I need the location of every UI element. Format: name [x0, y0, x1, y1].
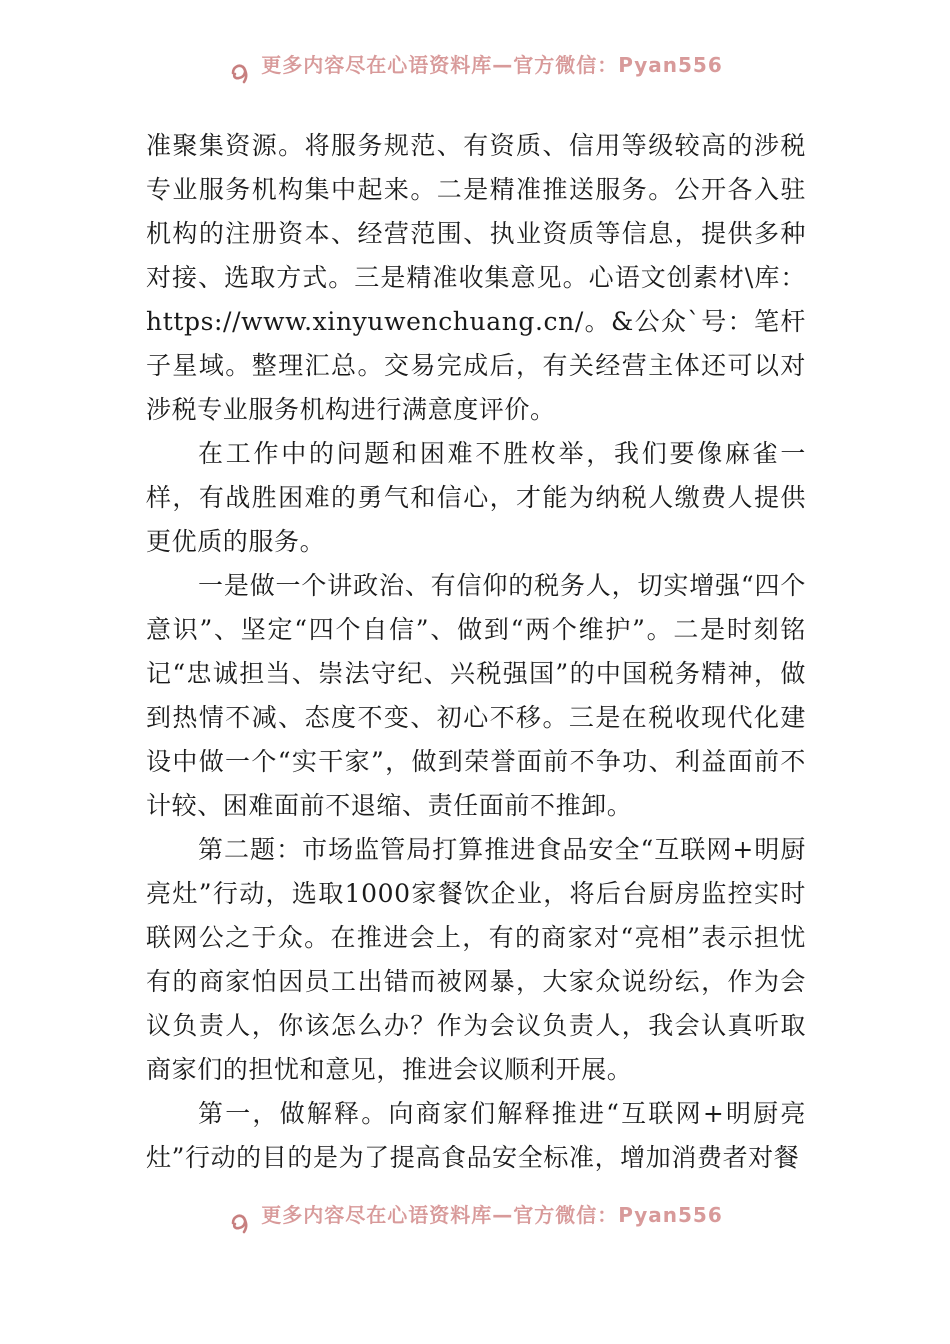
- watermark-text: 更多内容尽在心语资料库—官方微信：Pyan556: [261, 1202, 723, 1227]
- paragraph: 准聚集资源。将服务规范、有资质、信用等级较高的涉税专业服务机构集中起来。二是精准推送服务。公开各入驻机构的注册资本、经营范围、执业资质等信息，提供多种对接、选取方式。三是精准收集意见。心语文创素材\库：https://www.xinyuwenchuang.cn/。&公众`号：笔杆子星域。整理汇总。交易完成后，有关经营主体还可以对涉税专业服务机构进行满意度评价。: [146, 131, 806, 424]
- watermark-text: 更多内容尽在心语资料库—官方微信：Pyan556: [261, 52, 723, 77]
- paragraph: 一是做一个讲政治、有信仰的税务人，切实增强“四个意识”、坚定“四个自信”、做到“两个维护”。二是时刻铭记“忠诚担当、崇法守纪、兴税强国”的中国税务精神，做到热情不减、态度不变、初心不移。三是在税收现代化建设中做一个“实干家”，做到荣誉面前不争功、利益面前不计较、困难面前不退缩、责任面前不推卸。: [146, 571, 806, 820]
- paragraph: 第一，做解释。向商家们解释推进“互联网+明厨亮灶”行动的目的是为了提高食品安全标准，增加消费者对餐: [146, 1099, 806, 1172]
- paragraph: 在工作中的问题和困难不胜枚举，我们要像麻雀一样，有战胜困难的勇气和信心，才能为纳税人缴费人提供更优质的服务。: [146, 439, 806, 556]
- logo-icon: [227, 59, 253, 85]
- document-body: [146, 124, 806, 1180]
- header-watermark: [0, 52, 950, 92]
- footer-watermark: [0, 1202, 950, 1242]
- logo-icon: [227, 1209, 253, 1235]
- paragraph: 第二题：市场监管局打算推进食品安全“互联网+明厨亮灶”行动，选取1000家餐饮企业，将后台厨房监控实时联网公之于众。在推进会上，有的商家对“亮相”表示担忧有的商家怕因员工出错而被网暴，大家众说纷纭，作为会议负责人，你该怎么办？作为会议负责人，我会认真听取商家们的担忧和意见，推进会议顺利开展。: [146, 835, 806, 1084]
